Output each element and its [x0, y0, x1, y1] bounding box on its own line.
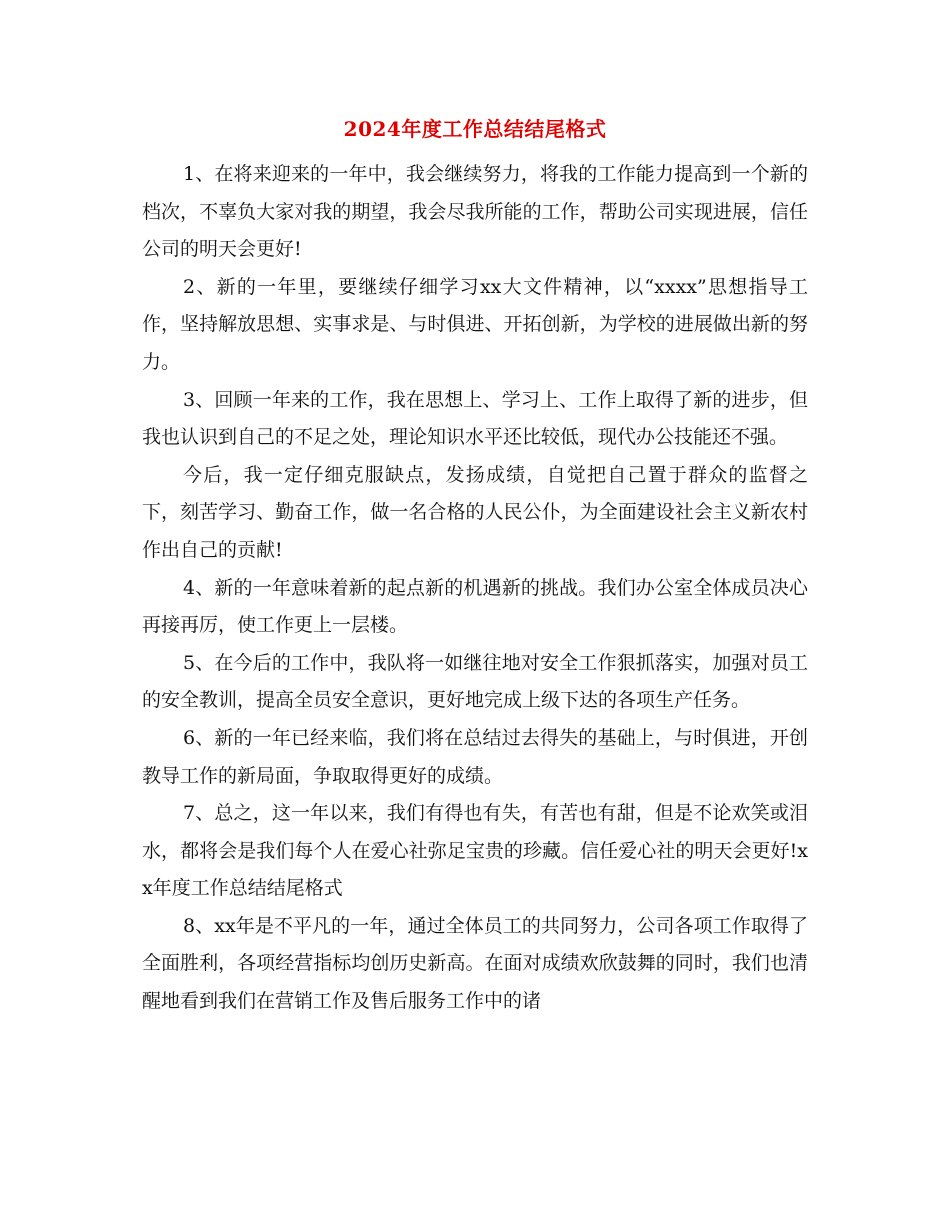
paragraph-3: 3、回顾一年来的工作，我在思想上、学习上、工作上取得了新的进步，但我也认识到自己的不足之处，理论知识水平还比较低，现代办公技能还不强。: [142, 388, 808, 449]
paragraph-followup: 今后，我一定仔细克服缺点，发扬成绩，自觉把自己置于群众的监督之下，刻苦学习、勤奋工作，做一名合格的人民公仆，为全面建设社会主义新农村作出自己的贡献!: [142, 463, 808, 561]
paragraph-6: 6、新的一年已经来临，我们将在总结过去得失的基础上，与时俱进，开创教导工作的新局面，争取取得更好的成绩。: [142, 726, 808, 787]
paragraph-7: 7、总之，这一年以来，我们有得也有失，有苦也有甜，但是不论欢笑或泪水，都将会是我们每个人在爱心社弥足宝贵的珍藏。信任爱心社的明天会更好!xx年度工作总结结尾格式: [142, 802, 808, 900]
paragraph-5: 5、在今后的工作中，我队将一如继往地对安全工作狠抓落实，加强对员工的安全教训，提高全员安全意识，更好地完成上级下达的各项生产任务。: [142, 651, 808, 712]
document-title: 2024年度工作总结结尾格式: [343, 117, 607, 141]
paragraph-2: 2、新的一年里，要继续仔细学习xx大文件精神，以“xxxx”思想指导工作，坚持解放思想、实事求是、与时俱进、开拓创新，为学校的进展做出新的努力。: [142, 275, 808, 373]
paragraph-1: 1、在将来迎来的一年中，我会继续努力，将我的工作能力提高到一个新的档次，不辜负大家对我的期望，我会尽我所能的工作，帮助公司实现进展，信任公司的明天会更好!: [142, 163, 808, 261]
document-body: [142, 156, 808, 1021]
paragraph-8: 8、xx年是不平凡的一年，通过全体员工的共同努力，公司各项工作取得了全面胜利，各项经营指标均创历史新高。在面对成绩欢欣鼓舞的同时，我们也清醒地看到我们在营销工作及售后服务工作中的诸: [142, 914, 808, 1013]
paragraph-4: 4、新的一年意味着新的起点新的机遇新的挑战。我们办公室全体成员决心再接再厉，使工作更上一层楼。: [142, 576, 808, 637]
